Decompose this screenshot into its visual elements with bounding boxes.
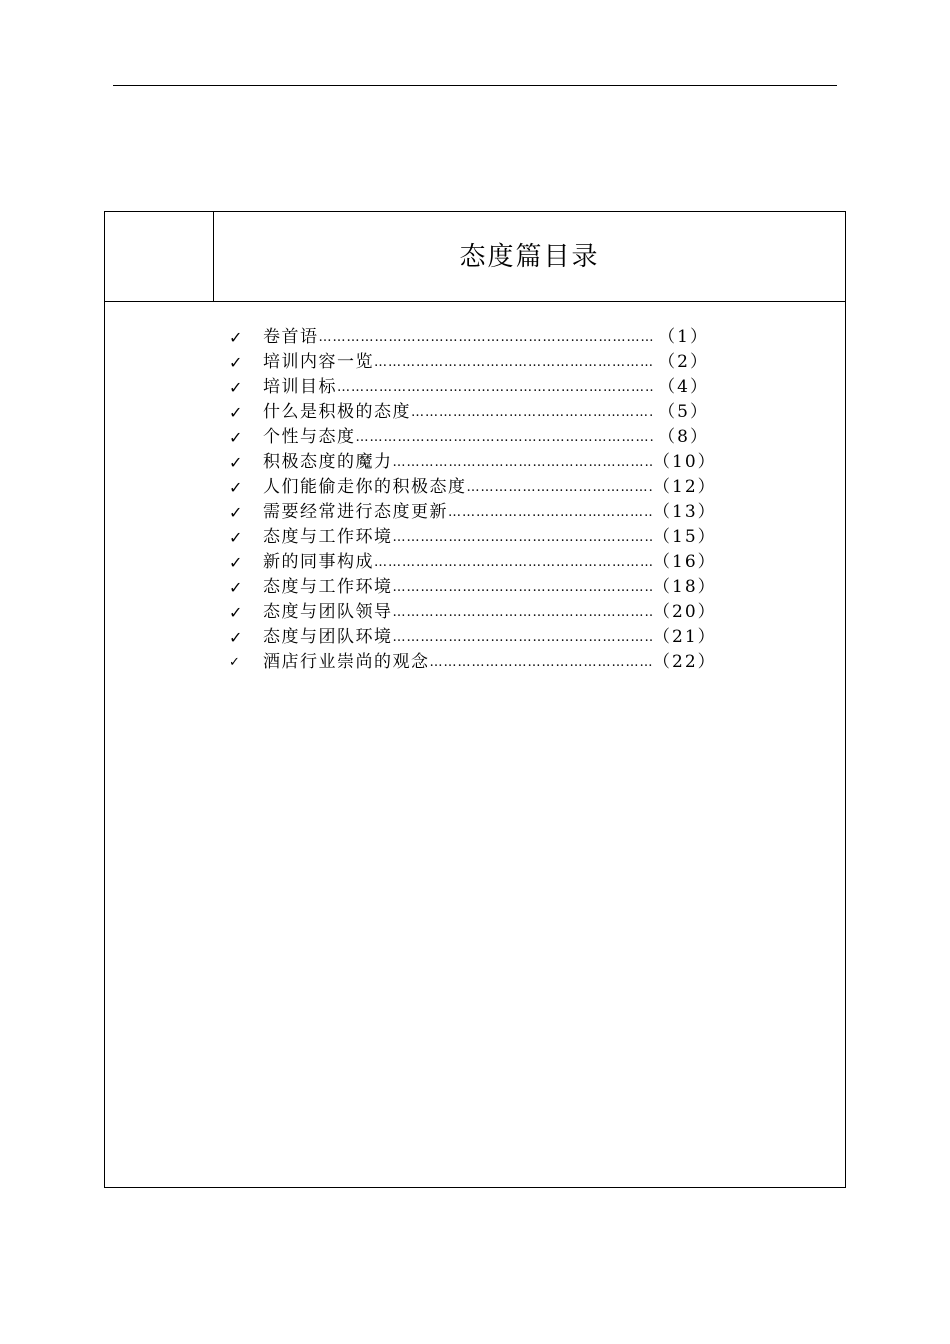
toc-entry-title: 态度与团队领导 — [263, 602, 393, 622]
toc-entry-title: 态度与团队环境 — [263, 627, 393, 647]
dot-leader — [467, 475, 654, 500]
toc-entry[interactable] — [229, 575, 717, 600]
dot-leader — [337, 375, 653, 400]
toc-entry-title: 积极态度的魔力 — [263, 452, 393, 472]
toc-entry-page: （5） — [658, 402, 709, 422]
page-title: 态度篇目录 — [459, 242, 600, 272]
toc-entry-title: 卷首语 — [263, 327, 319, 347]
checkmark-icon: ✓ — [229, 428, 243, 447]
toc-entry[interactable] — [229, 650, 717, 675]
toc-entry-title: 什么是积极的态度 — [263, 402, 411, 422]
checkmark-icon: ✓ — [229, 478, 243, 497]
toc-entry-page: （10） — [653, 452, 717, 472]
dot-leader — [319, 325, 654, 350]
toc-entry-page: （1） — [658, 327, 709, 347]
checkmark-icon: ✓ — [229, 578, 243, 597]
checkmark-icon: ✓ — [229, 603, 243, 622]
dot-leader — [356, 425, 654, 450]
checkmark-icon: ✓ — [229, 503, 243, 522]
toc-entry[interactable] — [229, 400, 709, 425]
checkmark-icon: ✓ — [229, 378, 243, 397]
toc-entry-title: 个性与态度 — [263, 427, 356, 447]
toc-entry[interactable] — [229, 375, 709, 400]
dot-leader — [393, 575, 654, 600]
toc-entry-title: 培训目标 — [263, 377, 337, 397]
toc-entry[interactable] — [229, 525, 717, 550]
toc-entry-page: （21） — [653, 627, 717, 647]
toc-entry-page: （18） — [653, 577, 717, 597]
dot-leader — [393, 450, 654, 475]
checkmark-icon: ✓ — [229, 403, 243, 422]
title-row — [105, 212, 845, 302]
toc-entry[interactable] — [229, 500, 717, 525]
toc-list — [229, 325, 717, 675]
dot-leader — [374, 550, 653, 575]
toc-entry-page: （16） — [653, 552, 717, 572]
header-rule — [113, 85, 837, 86]
dot-leader — [430, 650, 654, 675]
dot-leader — [393, 600, 654, 625]
dot-leader — [393, 625, 654, 650]
toc-entry-page: （13） — [653, 502, 717, 522]
checkmark-icon: ✓ — [229, 655, 240, 670]
toc-entry-title: 新的同事构成 — [263, 552, 374, 572]
title-row-left-cell — [105, 212, 214, 301]
toc-entry[interactable] — [229, 600, 717, 625]
toc-entry-title: 态度与工作环境 — [263, 527, 393, 547]
toc-entry[interactable] — [229, 550, 717, 575]
checkmark-icon: ✓ — [229, 453, 243, 472]
toc-entry[interactable] — [229, 450, 717, 475]
toc-table — [104, 211, 846, 1188]
toc-entry-page: （20） — [653, 602, 717, 622]
toc-entry-page: （15） — [653, 527, 717, 547]
toc-entry[interactable] — [229, 475, 717, 500]
toc-entry-title: 人们能偷走你的积极态度 — [263, 477, 467, 497]
checkmark-icon: ✓ — [229, 553, 243, 572]
toc-entry-page: （2） — [658, 352, 709, 372]
toc-entry-title: 培训内容一览 — [263, 352, 374, 372]
toc-entry-title: 态度与工作环境 — [263, 577, 393, 597]
checkmark-icon: ✓ — [229, 353, 243, 372]
dot-leader — [393, 525, 654, 550]
toc-entry-title: 酒店行业崇尚的观念 — [263, 652, 430, 672]
checkmark-icon: ✓ — [229, 528, 243, 547]
dot-leader — [448, 500, 653, 525]
dot-leader — [411, 400, 653, 425]
toc-entry-page: （22） — [653, 652, 717, 672]
toc-entry[interactable] — [229, 425, 709, 450]
toc-entry-page: （8） — [658, 427, 709, 447]
checkmark-icon: ✓ — [229, 328, 243, 347]
toc-entry-page: （4） — [658, 377, 709, 397]
toc-entry-page: （12） — [653, 477, 717, 497]
dot-leader — [374, 350, 653, 375]
toc-entry[interactable] — [229, 325, 709, 350]
checkmark-icon: ✓ — [229, 628, 243, 647]
toc-entry[interactable] — [229, 625, 717, 650]
toc-entry[interactable] — [229, 350, 709, 375]
toc-entry-title: 需要经常进行态度更新 — [263, 502, 448, 522]
